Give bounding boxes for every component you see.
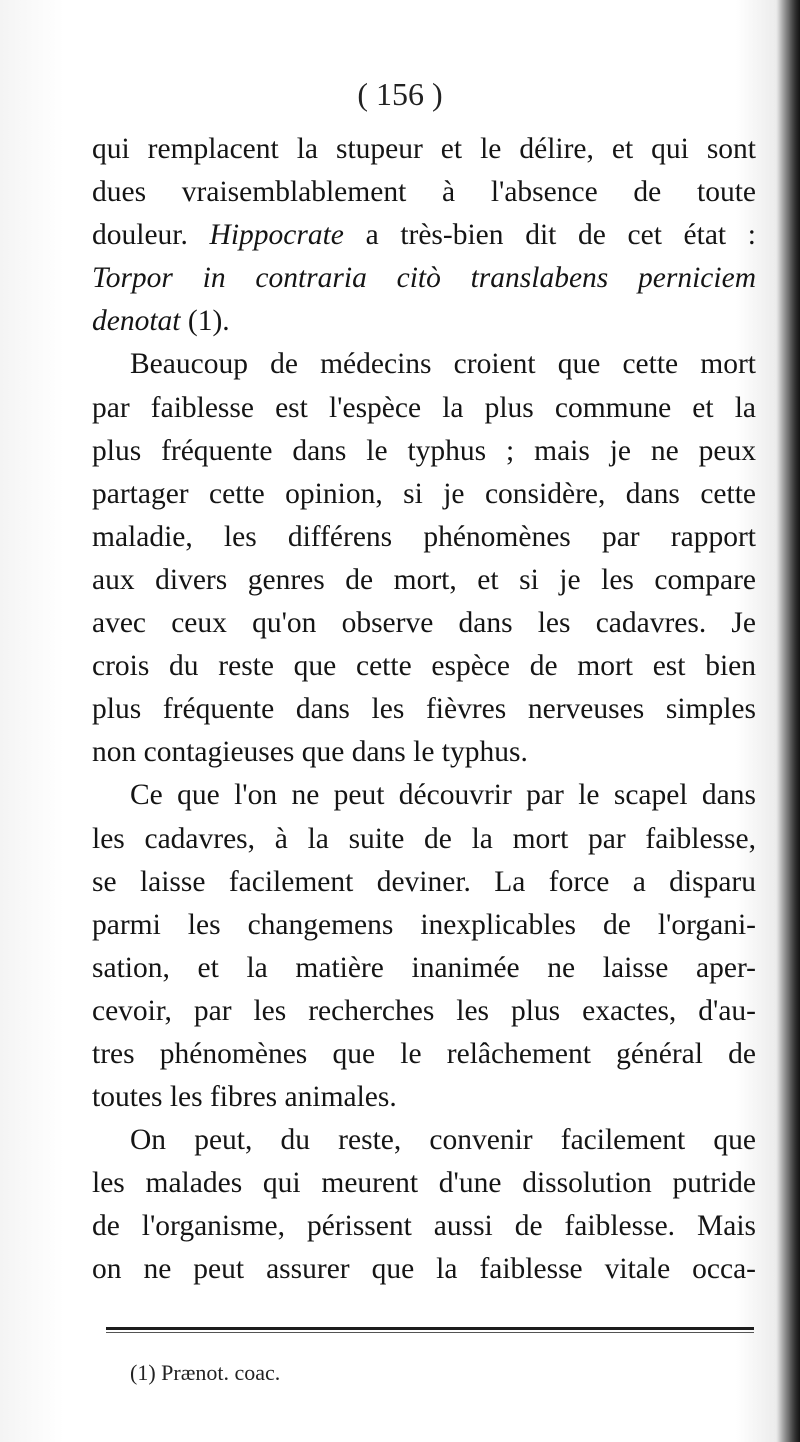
text-line — [92, 774, 756, 817]
text-run: de l'organisme, périssent aussi de faiblesse. Mais — [92, 1210, 756, 1243]
italic-text: denotat — [92, 305, 181, 338]
text-run: a très-bien dit de cet état : — [343, 219, 756, 252]
body-text — [92, 128, 756, 1292]
text-run: toutes les fibres animales. — [92, 1081, 397, 1114]
text-line — [92, 1162, 756, 1205]
text-line — [92, 128, 756, 171]
italic-text: Hippocrate — [209, 219, 344, 252]
text-line — [92, 171, 756, 214]
text-run: sation, et la matière inanimée ne laisse aper- — [92, 951, 756, 984]
text-line — [92, 1205, 756, 1248]
text-line — [92, 861, 756, 904]
italic-text: Torpor in contraria citò translabens perniciem — [92, 262, 756, 295]
text-run: partager cette opinion, si je considère, dans cette — [92, 477, 756, 510]
footnote-rule — [106, 1327, 754, 1330]
text-run: dues vraisemblablement à l'absence de toute — [92, 176, 756, 209]
text-run: tres phénomènes que le relâchement général de — [92, 1037, 756, 1070]
text-line — [92, 1248, 756, 1291]
text-run: les malades qui meurent d'une dissolution putride — [92, 1167, 756, 1200]
text-line — [92, 904, 756, 947]
text-run: maladie, les différens phénomènes par rapport — [92, 520, 756, 553]
text-line — [92, 473, 756, 516]
spine-shadow — [778, 0, 800, 1442]
text-run: les cadavres, à la suite de la mort par faiblesse, — [92, 822, 756, 855]
text-run: parmi les changemens inexplicables de l'organi- — [92, 908, 756, 941]
text-line — [92, 343, 756, 386]
page-number: ( 156 ) — [357, 76, 443, 112]
text-run: aux divers genres de mort, et si je les compare — [92, 563, 756, 596]
text-line — [92, 990, 756, 1033]
text-run: Beaucoup de médecins croient que cette mort — [130, 348, 756, 381]
text-line — [92, 1076, 756, 1119]
text-line — [92, 731, 756, 774]
text-line — [92, 818, 756, 861]
text-run: (1). — [180, 305, 230, 338]
text-line — [92, 300, 756, 343]
text-run: qui remplacent la stupeur et le délire, et qui sont — [92, 133, 756, 165]
text-line — [92, 688, 756, 731]
footnote-rule-thin — [106, 1332, 754, 1333]
text-line — [92, 947, 756, 990]
text-line — [92, 559, 756, 602]
text-run: se laisse facilement deviner. La force a disparu — [92, 865, 756, 898]
text-run: non contagieuses que dans le typhus. — [92, 736, 528, 769]
text-line — [92, 1119, 756, 1162]
text-line — [92, 602, 756, 645]
text-run: avec ceux qu'on observe dans les cadavres. Je — [92, 607, 756, 640]
text-run: plus fréquente dans le typhus ; mais je ne peux — [92, 434, 756, 467]
text-line — [92, 214, 756, 257]
text-run: douleur. — [92, 219, 210, 252]
text-line — [92, 430, 756, 473]
text-run: crois du reste que cette espèce de mort est bien — [92, 650, 756, 683]
text-run: cevoir, par les recherches les plus exactes, d'au- — [92, 994, 756, 1027]
text-run: Ce que l'on ne peut découvrir par le scapel dans — [130, 779, 756, 812]
text-line — [92, 387, 756, 430]
text-run: on ne peut assurer que la faiblesse vitale occa- — [92, 1253, 756, 1286]
text-run: par faiblesse est l'espèce la plus commune et la — [92, 391, 756, 424]
text-line — [92, 516, 756, 559]
text-line — [92, 257, 756, 300]
text-run: On peut, du reste, convenir facilement que — [130, 1124, 756, 1157]
text-run: plus fréquente dans les fièvres nerveuses simples — [92, 693, 756, 726]
footnote: (1) Prænot. coac. — [130, 1360, 281, 1385]
text-line — [92, 645, 756, 688]
text-line — [92, 1033, 756, 1076]
